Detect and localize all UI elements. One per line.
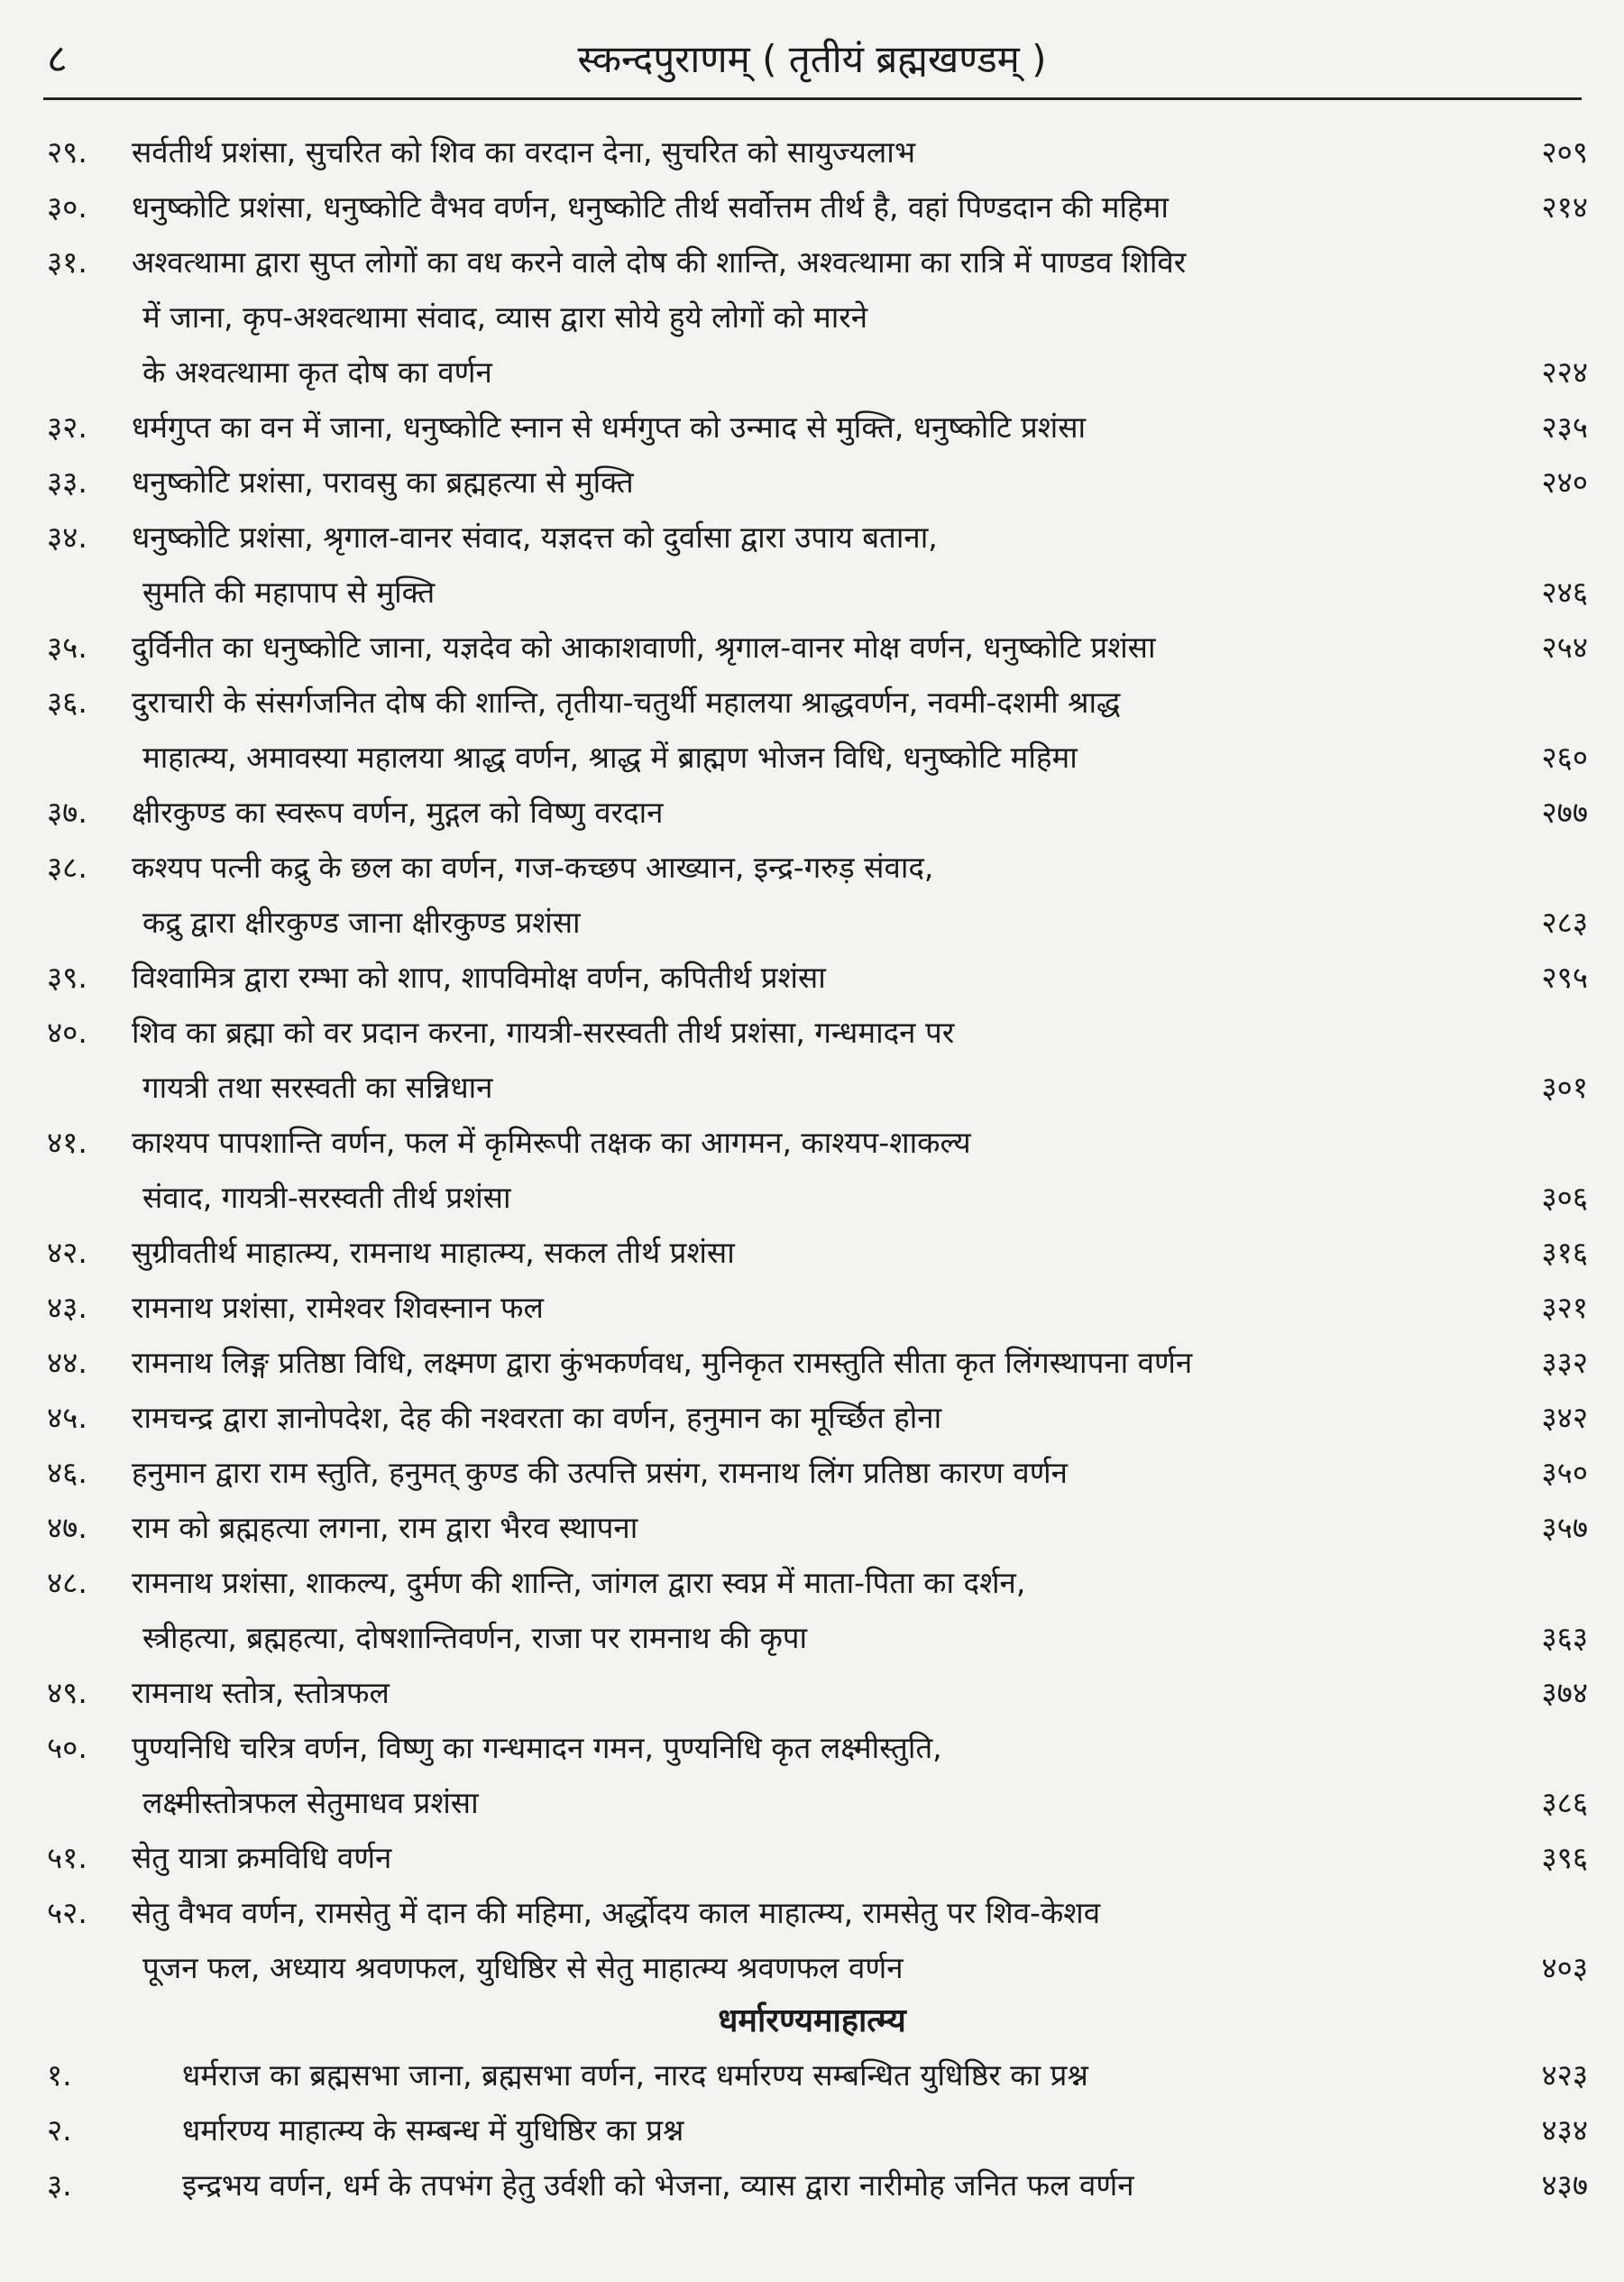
entry-first-line bbox=[0, 1720, 1624, 1775]
entry-first-line bbox=[0, 2047, 1624, 2103]
entry-first-line bbox=[0, 1445, 1624, 1500]
entry-number: ५०. bbox=[47, 1730, 87, 1765]
table-of-contents bbox=[0, 124, 1624, 2213]
entry-continuation-line bbox=[0, 1775, 1624, 1830]
entry-text: के अश्वत्थामा कृत दोष का वर्णन bbox=[142, 354, 492, 390]
entry-first-line bbox=[0, 840, 1624, 895]
entry-page-number: ३५० bbox=[1541, 1455, 1588, 1490]
entry-page-number: ३०६ bbox=[1541, 1180, 1588, 1215]
entry-number: ३४. bbox=[47, 520, 87, 555]
entry-text: शिव का ब्रह्मा को वर प्रदान करना, गायत्री-सरस्वती तीर्थ प्रशंसा, गन्धमादन पर bbox=[132, 1015, 955, 1050]
entry-text: पूजन फल, अध्याय श्रवणफल, युधिष्ठिर से सेतु माहात्म्य श्रवणफल वर्णन bbox=[142, 1950, 904, 1985]
entry-text: रामनाथ स्तोत्र, स्तोत्रफल bbox=[132, 1675, 390, 1710]
chapter-list bbox=[0, 124, 1624, 1995]
entry-page-number: २८३ bbox=[1541, 905, 1588, 940]
entry-number: ४०. bbox=[47, 1015, 87, 1050]
toc-entry bbox=[0, 235, 1624, 400]
section-chapter-list bbox=[0, 2047, 1624, 2213]
entry-text: इन्द्रभय वर्णन, धर्म के तपभंग हेतु उर्वशी को भेजना, व्यास द्वारा नारीमोह जनित फल वर्णन bbox=[182, 2167, 1134, 2203]
entry-first-line bbox=[0, 510, 1624, 565]
entry-first-line bbox=[0, 455, 1624, 510]
entry-text: दुराचारी के संसर्गजनित दोष की शान्ति, तृतीया-चतुर्थी महालया श्राद्धवर्णन, नवमी-दशमी श्राद्ध bbox=[132, 685, 1121, 720]
entry-number: ३६. bbox=[47, 685, 87, 720]
toc-entry bbox=[0, 2103, 1624, 2158]
toc-entry bbox=[0, 675, 1624, 785]
entry-text: धनुष्कोटि प्रशंसा, धनुष्कोटि वैभव वर्णन, धनुष्कोटि तीर्थ सर्वोत्तम तीर्थ है, वहां पिण्डदान की महिमा bbox=[132, 189, 1169, 225]
entry-page-number: ३३२ bbox=[1541, 1345, 1588, 1380]
toc-entry bbox=[0, 1225, 1624, 1280]
toc-entry bbox=[0, 620, 1624, 675]
entry-text: लक्ष्मीस्तोत्रफल सेतुमाधव प्रशंसा bbox=[142, 1785, 479, 1820]
entry-number: ३८. bbox=[47, 850, 87, 885]
entry-text: रामनाथ प्रशंसा, शाकल्य, दुर्मण की शान्ति, जांगल द्वारा स्वप्न में माता-पिता का दर्शन, bbox=[132, 1565, 1026, 1600]
entry-page-number: ३५७ bbox=[1541, 1510, 1588, 1545]
entry-number: ४७. bbox=[47, 1510, 87, 1545]
entry-number: ३७. bbox=[47, 795, 87, 830]
entry-first-line bbox=[0, 400, 1624, 455]
toc-entry bbox=[0, 1280, 1624, 1335]
entry-text: सुग्रीवतीर्थ माहात्म्य, रामनाथ माहात्म्य, सकल तीर्थ प्रशंसा bbox=[132, 1235, 735, 1270]
entry-number: २९. bbox=[47, 134, 87, 170]
entry-text: में जाना, कृप-अश्वत्थामा संवाद, व्यास द्वारा सोये हुये लोगों को मारने bbox=[142, 299, 868, 335]
entry-first-line bbox=[0, 1005, 1624, 1060]
entry-page-number: ३७४ bbox=[1541, 1675, 1588, 1710]
entry-number: ३३. bbox=[47, 465, 87, 500]
toc-entry bbox=[0, 455, 1624, 510]
toc-entry bbox=[0, 1390, 1624, 1445]
toc-entry bbox=[0, 2047, 1624, 2103]
toc-entry bbox=[0, 400, 1624, 455]
section-title: धर्मारण्यमाहात्म्य bbox=[718, 2002, 906, 2039]
entry-text: रामनाथ लिङ्ग प्रतिष्ठा विधि, लक्ष्मण द्वारा कुंभकर्णवध, मुनिकृत रामस्तुति सीता कृत लिंगस्थापना वर्णन bbox=[132, 1345, 1193, 1380]
entry-continuation-line bbox=[0, 1060, 1624, 1115]
entry-first-line bbox=[0, 235, 1624, 290]
entry-page-number: २९५ bbox=[1541, 960, 1588, 995]
toc-entry bbox=[0, 1445, 1624, 1500]
entry-first-line bbox=[0, 1555, 1624, 1610]
entry-first-line bbox=[0, 950, 1624, 1005]
toc-entry bbox=[0, 124, 1624, 179]
toc-entry bbox=[0, 1115, 1624, 1225]
entry-first-line bbox=[0, 2103, 1624, 2158]
entry-number: ४८. bbox=[47, 1565, 87, 1600]
entry-first-line bbox=[0, 1280, 1624, 1335]
entry-text: हनुमान द्वारा राम स्तुति, हनुमत् कुण्ड की उत्पत्ति प्रसंग, रामनाथ लिंग प्रतिष्ठा कारण वर्णन bbox=[132, 1455, 1068, 1490]
page-title: स्कन्दपुराणम् ( तृतीयं ब्रह्मखण्डम् ) bbox=[577, 37, 1047, 81]
entry-continuation-line bbox=[0, 565, 1624, 620]
toc-entry bbox=[0, 179, 1624, 235]
toc-entry bbox=[0, 1005, 1624, 1115]
entry-number: ३२. bbox=[47, 409, 87, 445]
toc-entry bbox=[0, 840, 1624, 950]
entry-text: माहात्म्य, अमावस्या महालया श्राद्ध वर्णन, श्राद्ध में ब्राह्मण भोजन विधि, धनुष्कोटि महिमा bbox=[142, 740, 1078, 775]
toc-entry bbox=[0, 1830, 1624, 1885]
entry-number: २. bbox=[47, 2112, 72, 2148]
entry-number: ३१. bbox=[47, 244, 87, 280]
entry-text: काश्यप पापशान्ति वर्णन, फल में कृमिरूपी तक्षक का आगमन, काश्यप-शाकल्य bbox=[132, 1125, 971, 1160]
entry-page-number: ३४२ bbox=[1541, 1400, 1588, 1435]
entry-continuation-line bbox=[0, 895, 1624, 950]
entry-text: सर्वतीर्थ प्रशंसा, सुचरित को शिव का वरदान देना, सुचरित को सायुज्यलाभ bbox=[132, 134, 916, 170]
entry-number: ४४. bbox=[47, 1345, 87, 1380]
entry-text: कद्रु द्वारा क्षीरकुण्ड जाना क्षीरकुण्ड प्रशंसा bbox=[142, 905, 581, 940]
entry-first-line bbox=[0, 1885, 1624, 1940]
entry-first-line bbox=[0, 785, 1624, 840]
toc-entry bbox=[0, 1665, 1624, 1720]
entry-first-line bbox=[0, 124, 1624, 179]
entry-page-number: ३१६ bbox=[1541, 1235, 1588, 1270]
entry-text: धर्मराज का ब्रह्मसभा जाना, ब्रह्मसभा वर्णन, नारद धर्मारण्य सम्बन्धित युधिष्ठिर का प्रश्न bbox=[182, 2057, 1088, 2093]
entry-page-number: ३६३ bbox=[1541, 1620, 1588, 1655]
entry-first-line bbox=[0, 620, 1624, 675]
entry-page-number: ३९६ bbox=[1541, 1840, 1588, 1875]
entry-number: ४३. bbox=[47, 1290, 87, 1325]
entry-number: ४१. bbox=[47, 1125, 87, 1160]
entry-first-line bbox=[0, 2158, 1624, 2213]
entry-number: ४६. bbox=[47, 1455, 87, 1490]
entry-continuation-line bbox=[0, 730, 1624, 785]
entry-number: ५२. bbox=[47, 1895, 87, 1930]
entry-page-number: २४० bbox=[1541, 465, 1588, 500]
entry-continuation-line bbox=[0, 290, 1624, 345]
entry-page-number: २२४ bbox=[1541, 354, 1588, 390]
entry-number: ३०. bbox=[47, 189, 87, 225]
entry-text: कश्यप पत्नी कद्रु के छल का वर्णन, गज-कच्छप आख्यान, इन्द्र-गरुड़ संवाद, bbox=[132, 850, 934, 885]
entry-number: ५१. bbox=[47, 1840, 87, 1875]
entry-page-number: ३०१ bbox=[1541, 1070, 1588, 1105]
entry-text: दुर्विनीत का धनुष्कोटि जाना, यज्ञदेव को आकाशवाणी, श्रृगाल-वानर मोक्ष वर्णन, धनुष्कोटि प्रशंसा bbox=[132, 630, 1156, 665]
entry-first-line bbox=[0, 1225, 1624, 1280]
entry-text: अश्वत्थामा द्वारा सुप्त लोगों का वध करने वाले दोष की शान्ति, अश्वत्थामा का रात्रि में पाण्डव शिविर bbox=[132, 244, 1187, 280]
toc-entry bbox=[0, 1885, 1624, 1995]
toc-entry bbox=[0, 1500, 1624, 1555]
entry-text: स्त्रीहत्या, ब्रह्महत्या, दोषशान्तिवर्णन, राजा पर रामनाथ की कृपा bbox=[142, 1620, 808, 1655]
entry-number: १. bbox=[47, 2057, 72, 2093]
entry-number: ४९. bbox=[47, 1675, 87, 1710]
entry-first-line bbox=[0, 1830, 1624, 1885]
entry-first-line bbox=[0, 179, 1624, 235]
entry-text: रामचन्द्र द्वारा ज्ञानोपदेश, देह की नश्वरता का वर्णन, हनुमान का मूर्च्छित होना bbox=[132, 1400, 942, 1435]
entry-page-number: २५४ bbox=[1541, 630, 1588, 665]
entry-text: विश्वामित्र द्वारा रम्भा को शाप, शापविमोक्ष वर्णन, कपितीर्थ प्रशंसा bbox=[132, 960, 826, 995]
entry-continuation-line bbox=[0, 345, 1624, 400]
page-number: ८ bbox=[47, 36, 68, 82]
entry-continuation-line bbox=[0, 1170, 1624, 1225]
entry-page-number: २६० bbox=[1541, 740, 1588, 775]
entry-text: धनुष्कोटि प्रशंसा, श्रृगाल-वानर संवाद, यज्ञदत्त को दुर्वासा द्वारा उपाय बताना, bbox=[132, 520, 938, 555]
entry-text: सेतु वैभव वर्णन, रामसेतु में दान की महिमा, अर्द्धोदय काल माहात्म्य, रामसेतु पर शिव-केशव bbox=[132, 1895, 1101, 1930]
toc-entry bbox=[0, 1720, 1624, 1830]
entry-number: ३५. bbox=[47, 630, 87, 665]
toc-entry bbox=[0, 950, 1624, 1005]
entry-number: ३. bbox=[47, 2167, 72, 2203]
entry-page-number: २०९ bbox=[1541, 134, 1588, 170]
toc-entry bbox=[0, 510, 1624, 620]
toc-entry bbox=[0, 2158, 1624, 2213]
toc-entry bbox=[0, 1335, 1624, 1390]
entry-first-line bbox=[0, 1115, 1624, 1170]
entry-text: धर्मारण्य माहात्म्य के सम्बन्ध में युधिष्ठिर का प्रश्न bbox=[182, 2112, 684, 2148]
entry-number: ४५. bbox=[47, 1400, 87, 1435]
toc-entry bbox=[0, 785, 1624, 840]
entry-page-number: २७७ bbox=[1541, 795, 1588, 830]
entry-text: सेतु यात्रा क्रमविधि वर्णन bbox=[132, 1840, 392, 1875]
entry-first-line bbox=[0, 1500, 1624, 1555]
toc-entry bbox=[0, 1555, 1624, 1665]
entry-first-line bbox=[0, 1335, 1624, 1390]
entry-continuation-line bbox=[0, 1940, 1624, 1995]
entry-first-line bbox=[0, 675, 1624, 730]
entry-page-number: ३२१ bbox=[1541, 1290, 1588, 1325]
entry-text: पुण्यनिधि चरित्र वर्णन, विष्णु का गन्धमादन गमन, पुण्यनिधि कृत लक्ष्मीस्तुति, bbox=[132, 1730, 942, 1765]
entry-text: गायत्री तथा सरस्वती का सन्निधान bbox=[142, 1070, 493, 1105]
entry-page-number: ४३७ bbox=[1541, 2167, 1588, 2203]
entry-text: धर्मगुप्त का वन में जाना, धनुष्कोटि स्नान से धर्मगुप्त को उन्माद से मुक्ति, धनुष्कोटि प्रशंसा bbox=[132, 409, 1087, 445]
entry-page-number: २३५ bbox=[1541, 409, 1588, 445]
entry-first-line bbox=[0, 1390, 1624, 1445]
entry-continuation-line bbox=[0, 1610, 1624, 1665]
header-divider bbox=[43, 97, 1582, 100]
page-header bbox=[0, 0, 1624, 99]
entry-page-number: २४६ bbox=[1541, 575, 1588, 610]
entry-text: धनुष्कोटि प्रशंसा, परावसु का ब्रह्महत्या से मुक्ति bbox=[132, 465, 634, 500]
entry-text: संवाद, गायत्री-सरस्वती तीर्थ प्रशंसा bbox=[142, 1180, 511, 1215]
entry-page-number: ४३४ bbox=[1541, 2112, 1588, 2148]
entry-text: क्षीरकुण्ड का स्वरूप वर्णन, मुद्गल को विष्णु वरदान bbox=[132, 795, 664, 830]
entry-text: रामनाथ प्रशंसा, रामेश्वर शिवस्नान फल bbox=[132, 1290, 544, 1325]
entry-number: ३९. bbox=[47, 960, 87, 995]
entry-text: सुमति की महापाप से मुक्ति bbox=[142, 575, 436, 610]
entry-page-number: २१४ bbox=[1541, 189, 1588, 225]
entry-page-number: ३८६ bbox=[1541, 1785, 1588, 1820]
entry-page-number: ४०३ bbox=[1541, 1950, 1588, 1985]
entry-number: ४२. bbox=[47, 1235, 87, 1270]
entry-page-number: ४२३ bbox=[1541, 2057, 1588, 2093]
entry-text: राम को ब्रह्महत्या लगना, राम द्वारा भैरव स्थापना bbox=[132, 1510, 638, 1545]
entry-first-line bbox=[0, 1665, 1624, 1720]
